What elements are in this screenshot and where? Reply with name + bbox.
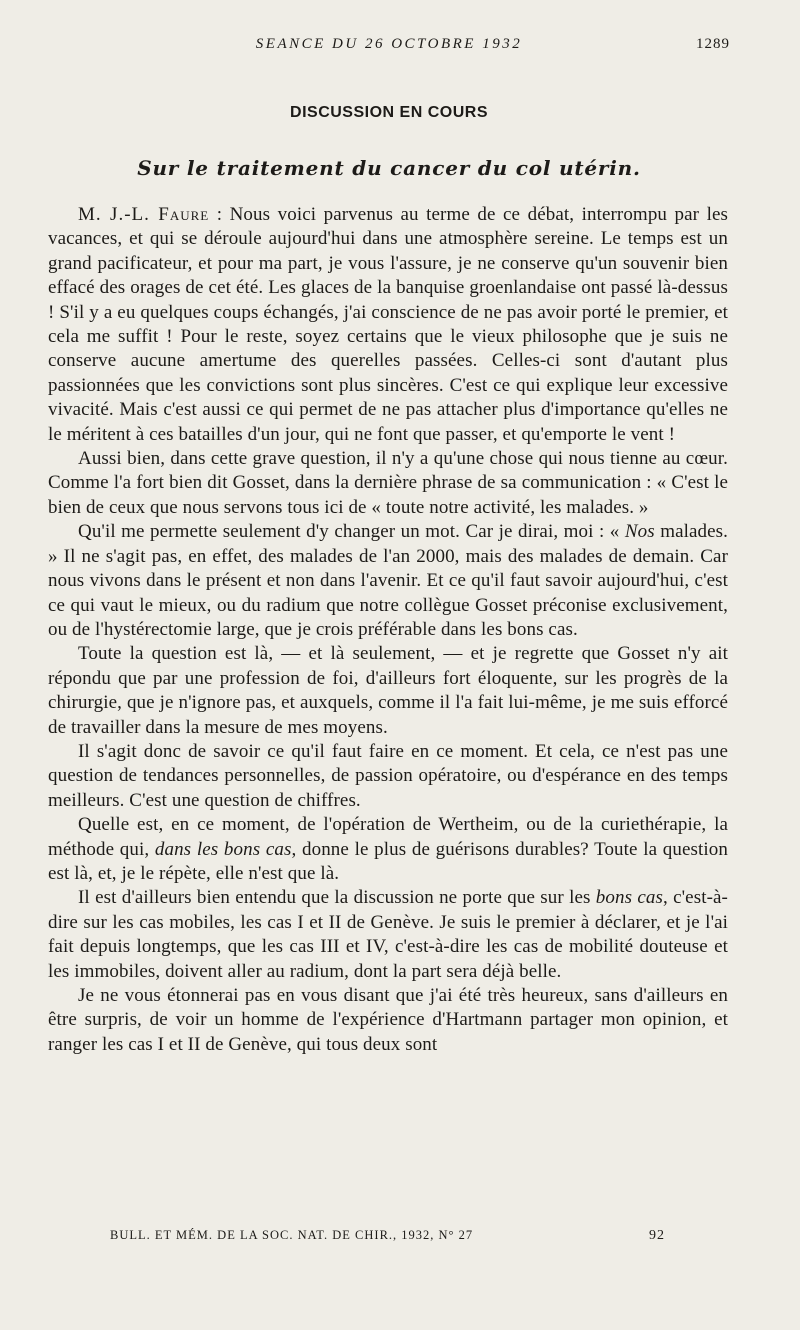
emphasis: bons cas — [595, 887, 663, 909]
paragraph-7 — [48, 886, 728, 984]
paragraph-text: : Nous voici parvenus au terme de ce débat, interrompu par les vacances, et qui se déroule aujourd'hui dans une atmosphère sereine. Le temps est un grand pacificateur, et pour ma part, je vous l'assure, je ne conserve qu'un souvenir bien effacé des orages de cet été. Les glaces de la banquise groenlandaise ont passé là-dessus ! S'il y a eu quelques coups échangés, j'ai conscience de ne pas avoir porté le premier, et cela me suffit ! Pour le reste, soyez certains que le vieux philosophe que je suis ne conserve aucune amertume des querelles passées. Celles-ci sont d'autant plus passionnées que les convictions sont plus sincères. C'est ce qui explique leur excessive vivacité. Mais c'est aussi ce qui permet de ne pas attacher plus d'importance qu'elles ne le méritent à ces batailles d'un jour, qui ne font que passer, et qu'emporte le vent ! — [48, 204, 728, 445]
paragraph-1 — [48, 203, 728, 447]
footer-signature-number: 92 — [649, 1228, 665, 1243]
article-body — [48, 203, 728, 1057]
paragraph-text: Qu'il me permette seulement d'y changer un mot. Car je dirai, moi : « — [78, 521, 625, 543]
footer-journal-reference: BULL. ET MÉM. DE LA SOC. NAT. DE CHIR., 1932, N° 27 — [110, 1228, 474, 1242]
running-head-title: SEANCE DU 26 OCTOBRE 1932 — [255, 36, 523, 52]
paragraph-8 — [48, 984, 728, 1057]
paragraph-text: , donne le plus de guérisons durables? Toute la question est là, et, je le répète, elle n'est que là. — [48, 838, 728, 884]
emphasis: dans les bons cas — [154, 838, 292, 860]
paragraph-5 — [48, 740, 728, 813]
speaker-name: M. J.-L. Faure — [78, 204, 210, 225]
page-number: 1289 — [696, 36, 730, 52]
paragraph-2 — [48, 447, 728, 520]
paragraph-text: Il est d'ailleurs bien entendu que la discussion ne porte que sur les — [78, 887, 596, 909]
paragraph-text: , c'est-à-dire sur les cas mobiles, les cas I et II de Genève. Je suis le premier à déclarer, et je l'ai fait depuis longtemps, que les cas III et IV, c'est-à-dire les cas de mobilité douteuse et les immobiles, doivent aller au radium, dont la part sera déjà belle. — [48, 887, 728, 982]
emphasis: Nos — [624, 521, 655, 543]
paragraph-3 — [48, 520, 728, 642]
paragraph-text: Il s'agit donc de savoir ce qu'il faut faire en ce moment. Et cela, ce n'est pas une question de tendances personnelles, de passion opératoire, ou d'espérance en des temps meilleurs. C'est une question de chiffres. — [48, 740, 728, 811]
paragraph-text: Quelle est, en ce moment, de l'opération de Wertheim, ou de la curiethérapie, la méthode qui, — [48, 814, 728, 860]
paragraph-text: Je ne vous étonnerai pas en vous disant que j'ai été très heureux, sans d'ailleurs en être surpris, de voir un homme de l'expérience d'Hartmann partager mon opinion, et ranger les cas I et II de Genève, qui tous deux sont — [48, 985, 728, 1055]
section-heading: DISCUSSION EN COURS — [290, 104, 488, 121]
article-title: Sur le traitement du cancer du col utérin. — [137, 156, 641, 180]
paragraph-text: malades. » Il ne s'agit pas, en effet, des malades de l'an 2000, mais des malades de demain. Car nous vivons dans le présent et non dans l'avenir. Et ce qu'il faut savoir aujourd'hui, c'est ce qui vaut le mieux, ou du radium que notre collègue Gosset préconise exclusivement, ou de l'hystérectomie large, que je crois préférable dans les bons cas. — [48, 521, 728, 640]
paragraph-6 — [48, 813, 728, 886]
paragraph-text: Aussi bien, dans cette grave question, il n'y a qu'une chose qui nous tienne au cœur. Comme l'a fort bien dit Gosset, dans la dernière phrase de sa communication : « C'est le bien de ceux que nous servons tous ici de « toute notre activité, les malades. » — [48, 448, 728, 518]
paragraph-text: Toute la question est là, — et là seulement, — et je regrette que Gosset n'y ait répondu que par une profession de foi, d'ailleurs fort éloquente, sur les progrès de la chirurgie, que je n'ignore pas, et auxquels, comme il l'a fait lui-même, je me suis efforcé de travailler dans la mesure de mes moyens. — [48, 643, 728, 738]
paragraph-4 — [48, 642, 728, 740]
page-footer — [110, 1228, 665, 1248]
running-head — [48, 36, 730, 58]
